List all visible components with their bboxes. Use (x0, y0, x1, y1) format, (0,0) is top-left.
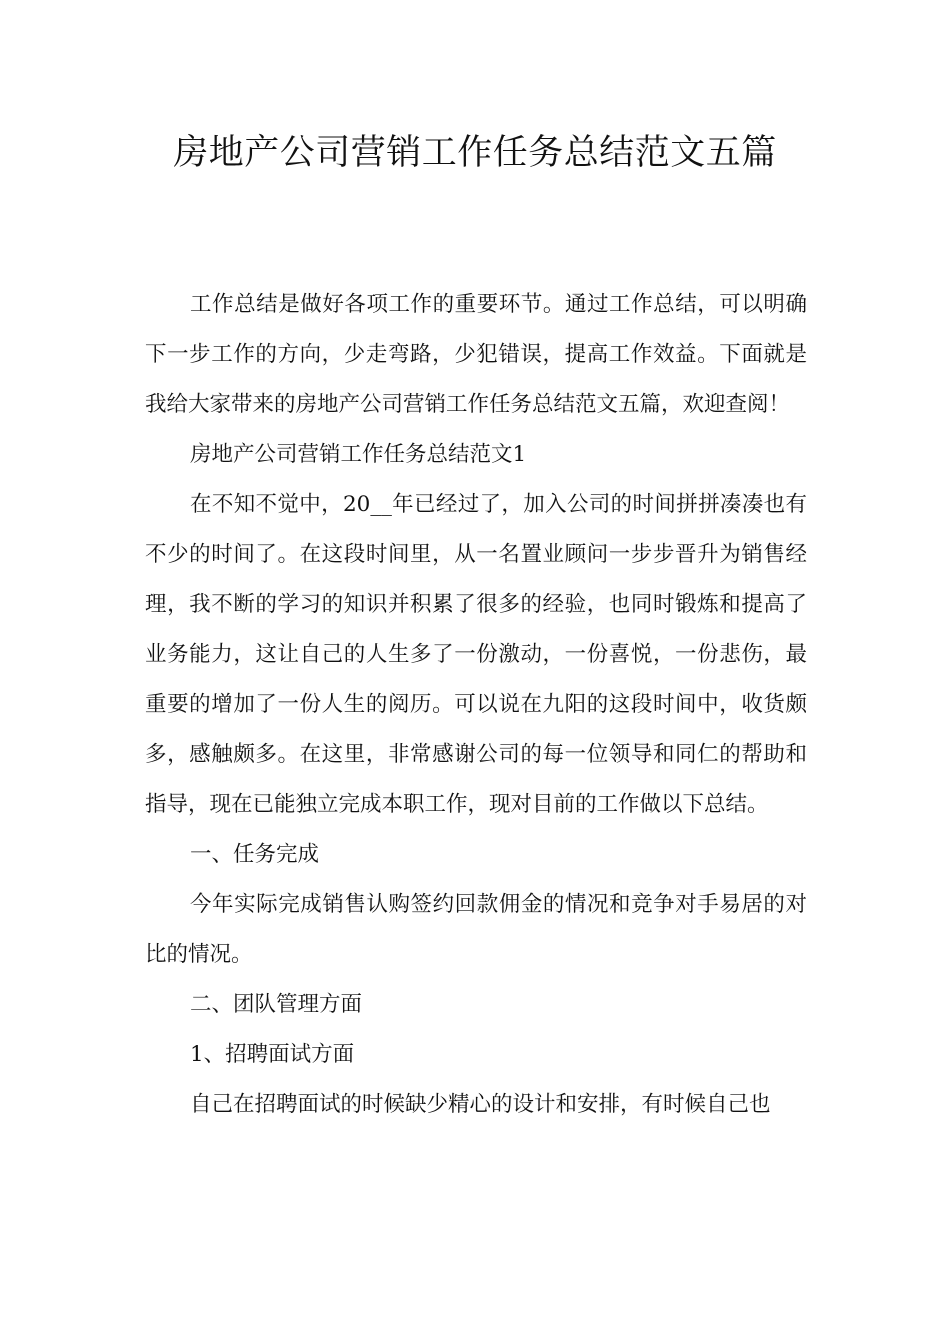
subsection-heading-recruitment: 1、招聘面试方面 (190, 1042, 355, 1067)
document-title: 房地产公司营销工作任务总结范文五篇 (173, 133, 777, 173)
section-heading-sample-1: 房地产公司营销工作任务总结范文1 (190, 442, 527, 467)
document-body (145, 280, 807, 1130)
intro-paragraph: 工作总结是做好各项工作的重要环节。通过工作总结，可以明确下一步工作的方向，少走弯路，少犯错误，提高工作效益。下面就是我给大家带来的房地产公司营销工作任务总结范文五篇，欢迎查阅！ (145, 292, 807, 417)
section-heading-team-management: 二、团队管理方面 (190, 992, 363, 1017)
body-paragraph: 自己在招聘面试的时候缺少精心的设计和安排，有时候自己也 (190, 1092, 771, 1117)
section-heading-task-completion: 一、任务完成 (190, 842, 320, 867)
body-paragraph: 今年实际完成销售认购签约回款佣金的情况和竞争对手易居的对比的情况。 (145, 892, 807, 967)
body-paragraph: 在不知不觉中，20__年已经过了，加入公司的时间拼拼凑凑也有不少的时间了。在这段时间里，从一名置业顾问一步步晋升为销售经理，我不断的学习的知识并积累了很多的经验，也同时锻炼和提高了业务能力，这让自己的人生多了一份激动，一份喜悦，一份悲伤，最重要的增加了一份人生的阅历。可以说在九阳的这段时间中，收货颇多，感触颇多。在这里，非常感谢公司的每一位领导和同仁的帮助和指导，现在已能独立完成本职工作，现对目前的工作做以下总结。 (145, 492, 807, 817)
